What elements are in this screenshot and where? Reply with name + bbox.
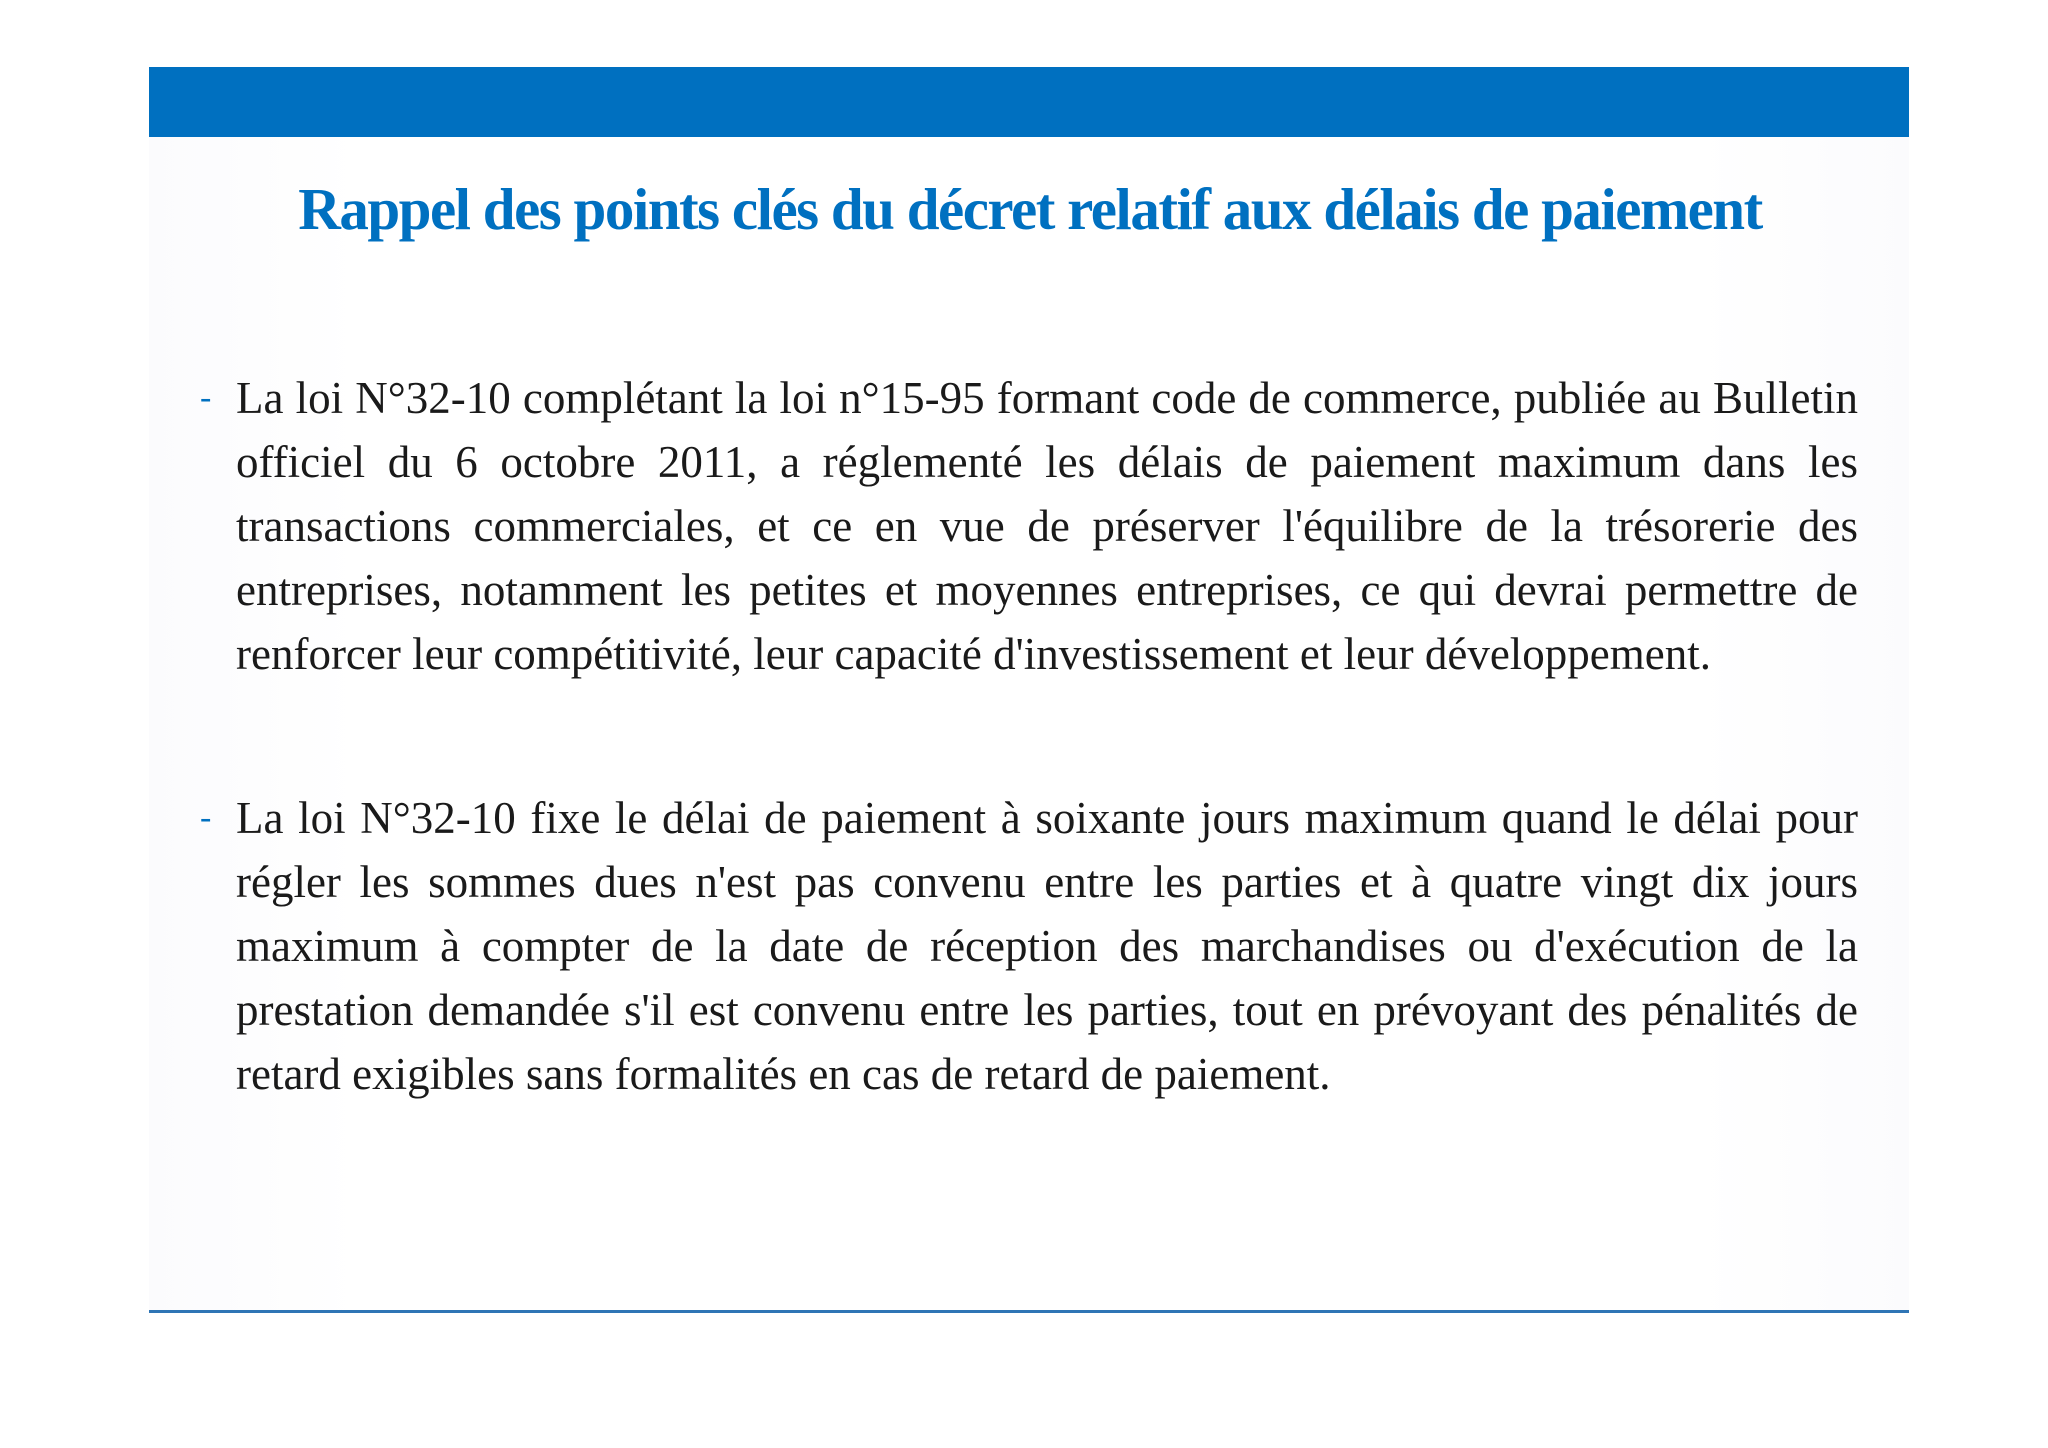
slide-title: Rappel des points clés du décret relatif aux délais de paiement bbox=[298, 176, 1762, 242]
bullet-dash: - bbox=[200, 379, 212, 416]
bullet-text-2: La loi N°32-10 fixe le délai de paiement à soixante jours maximum quand le délai pour régler les sommes dues n'est pas convenu entre les parties et à quatre vingt dix jours maximum à compter de la date de réception des marchandises ou d'exécution de la prestation demandée s'il est convenu entre les parties, tout en prévoyant des pénalités de retard exigibles sans formalités en cas de retard de paiement. bbox=[236, 793, 1858, 1099]
bullet-item-2 bbox=[200, 786, 1858, 1106]
bottom-divider bbox=[149, 1310, 1909, 1313]
bullet-text-1: La loi N°32-10 complétant la loi n°15-95 formant code de commerce, publiée au Bulletin officiel du 6 octobre 2011, a réglementé les délais de paiement maximum dans les transactions commerciales, et ce en vue de préserver l'équilibre de la trésorerie des entreprises, notamment les petites et moyennes entreprises, ce qui devrai permettre de renforcer leur compétitivité, leur capacité d'investissement et leur développement. bbox=[236, 373, 1858, 679]
header-band bbox=[149, 67, 1909, 137]
bullet-item-1 bbox=[200, 366, 1858, 686]
bullet-dash: - bbox=[200, 799, 212, 836]
bullet-list bbox=[200, 366, 1858, 1206]
